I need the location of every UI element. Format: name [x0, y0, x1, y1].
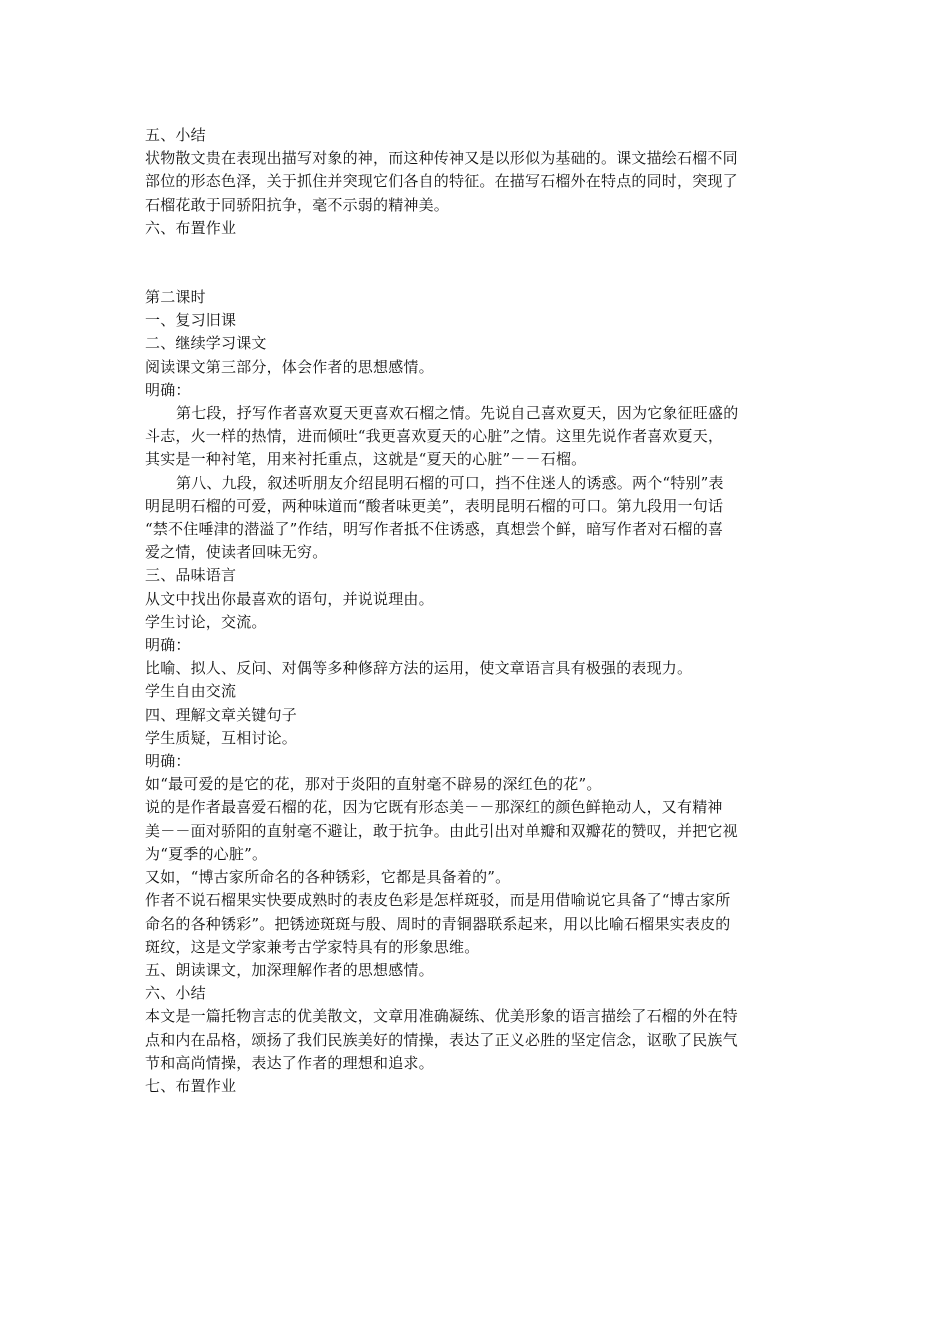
text-line: 学生自由交流 [145, 682, 237, 701]
section-second-lesson [145, 286, 810, 402]
heading-homework: 七、布置作业 [145, 1076, 237, 1095]
text-line: 点和内在品格，颂扬了我们民族美好的情操，表达了正义必胜的坚定信念，讴歌了民族气 [145, 1030, 738, 1049]
text-line: 爱之情，使读者回味无穷。 [145, 543, 328, 562]
text-line: 从文中找出你最喜欢的语句，并说说理由。 [145, 589, 434, 608]
heading-homework: 六、布置作业 [145, 218, 237, 237]
heading-read-aloud: 五、朗读课文，加深理解作者的思想感情。 [145, 960, 434, 979]
text-line: 学生讨论，交流。 [145, 612, 267, 631]
heading-summary: 五、小结 [145, 126, 206, 144]
text-line: 其实是一种衬笔，用来衬托重点，这就是“夏天的心脏”－－石榴。 [145, 450, 587, 469]
text-line: 阅读课文第三部分，体会作者的思想感情。 [145, 357, 434, 376]
text-line: 状物散文贵在表现出描写对象的神，而这种传神又是以形似为基础的。课文描绘石榴不同 [145, 149, 738, 168]
heading-review: 一、复习旧课 [145, 311, 237, 330]
text-line: 部位的形态色泽，关于抓住并突现它们各自的特征。在描写石榴外在特点的同时，突现了 [145, 172, 738, 191]
text-line: 本文是一篇托物言志的优美散文，文章用准确凝练、优美形象的语言描绘了石榴的外在特 [145, 1007, 738, 1026]
heading-second-lesson: 第二课时 [145, 288, 206, 307]
text-line: 明昆明石榴的可爱，两种味道而“酸者味更美”，表明昆明石榴的可口。第九段用一句话 [145, 496, 724, 515]
paragraph-eighth-ninth-section [145, 472, 810, 565]
text-line: 又如，“博古家所命名的各种锈彩，它都是具备着的”。 [145, 868, 511, 887]
document-page [145, 124, 810, 1098]
section-gap [145, 240, 810, 286]
text-line: 斗志，火一样的热情，进而倾吐“我更喜欢夏天的心脏”之情。这里先说作者喜欢夏天， [145, 427, 724, 446]
text-line: 节和高尚情操，表达了作者的理想和追求。 [145, 1053, 434, 1072]
paragraph-seventh-section [145, 402, 810, 472]
text-line: 美－－面对骄阳的直射毫不避让，敢于抗争。由此引出对单瓣和双瓣花的赞叹，并把它视 [145, 821, 738, 840]
text-line: 说的是作者最喜爱石榴的花，因为它既有形态美－－那深红的颜色鲜艳动人，又有精神 [145, 798, 723, 817]
heading-key-sentences: 四、理解文章关键句子 [145, 705, 298, 724]
section-lesson-summary [145, 124, 810, 240]
heading-continue-study: 二、继续学习课文 [145, 334, 267, 353]
heading-language: 三、品味语言 [145, 566, 237, 585]
section-language-and-key-sentences [145, 564, 810, 1098]
text-line: 斑纹，这是文学家兼考古学家特具有的形象思维。 [145, 937, 480, 956]
text-line: 比喻、拟人、反问、对偶等多种修辞方法的运用，使文章语言具有极强的表现力。 [145, 659, 693, 678]
text-line: 命名的各种锈彩”。把锈迹斑斑与殷、周时的青铜器联系起来，用以比喻石榴果实表皮的 [145, 914, 731, 933]
text-line: 作者不说石榴果实快要成熟时的表皮色彩是怎样斑驳，而是用借喻说它具备了“博古家所 [145, 891, 731, 910]
text-line: “禁不住唾津的潜溢了”作结，明写作者抵不住诱惑，真想尝个鲜，暗写作者对石榴的喜 [145, 520, 724, 539]
label-clarify: 明确： [145, 380, 191, 399]
heading-summary: 六、小结 [145, 984, 206, 1003]
text-line: 第七段，抒写作者喜欢夏天更喜欢石榴之情。先说自己喜欢夏天，因为它象征旺盛的 [176, 404, 739, 423]
text-line: 石榴花敢于同骄阳抗争，毫不示弱的精神美。 [145, 195, 450, 214]
label-clarify: 明确： [145, 636, 191, 655]
text-line: 为“夏季的心脏”。 [145, 844, 268, 863]
text-line: 第八、九段，叙述听朋友介绍昆明石榴的可口，挡不住迷人的诱惑。两个“特别”表 [176, 473, 724, 492]
text-line: 学生质疑，互相讨论。 [145, 728, 298, 747]
label-clarify: 明确： [145, 752, 191, 771]
text-line: 如“最可爱的是它的花，那对于炎阳的直射毫不辟易的深红色的花”。 [145, 775, 602, 794]
